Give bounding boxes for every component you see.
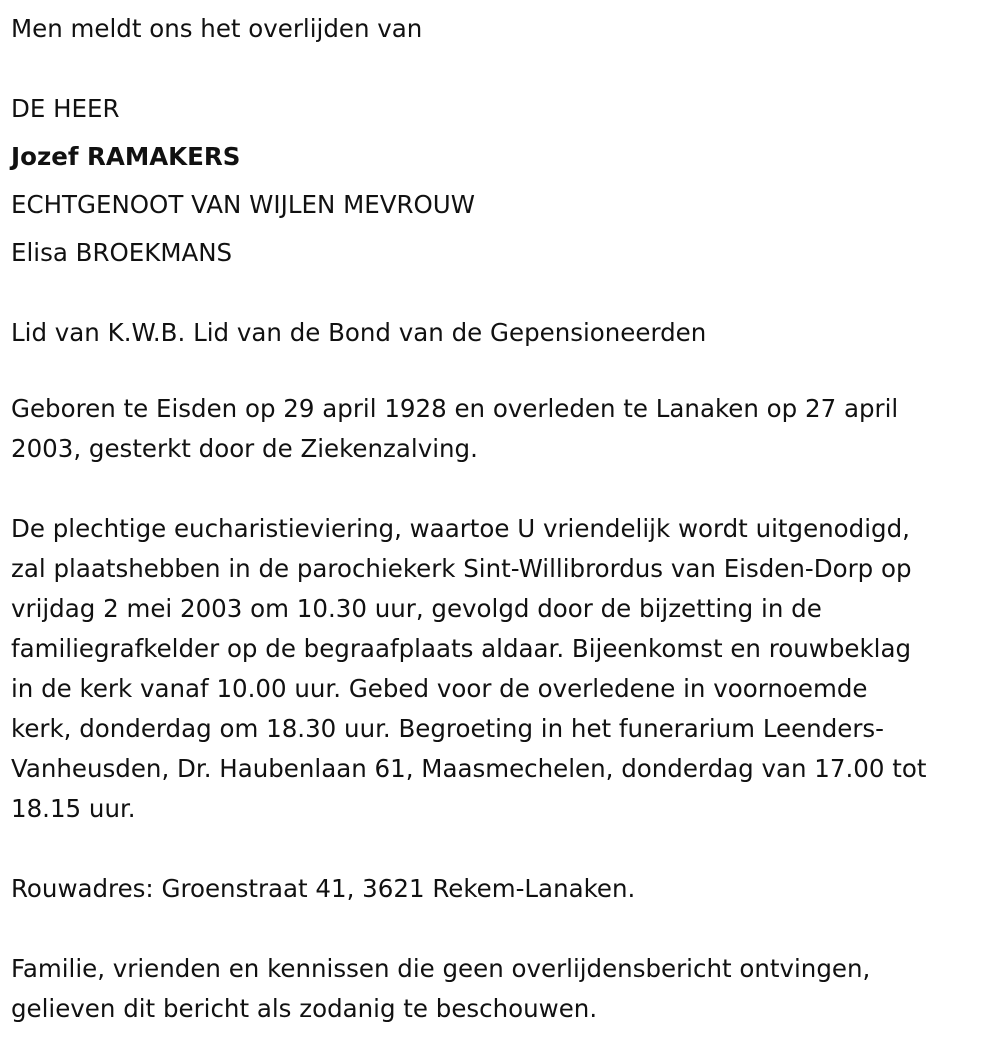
spouse-label: ECHTGENOOT VAN WIJLEN MEVROUW (11, 190, 475, 219)
paragraph-line: in de kerk vanaf 10.00 uur. Gebed voor de overledene in voornoemde (11, 674, 868, 703)
spouse-name: Elisa BROEKMANS (11, 238, 233, 267)
spacer (11, 469, 993, 509)
spacer (11, 909, 993, 949)
paragraph-line: zal plaatshebben in de parochiekerk Sint-Willibrordus van Eisden-Dorp op (11, 554, 912, 583)
mourning-address: Rouwadres: Groenstraat 41, 3621 Rekem-Lanaken. (11, 874, 636, 903)
paragraph-line: 2003, gesterkt door de Ziekenzalving. (11, 434, 478, 463)
spacer (11, 53, 993, 85)
paragraph-line: kerk, donderdag om 18.30 uur. Begroeting in het funerarium Leenders- (11, 714, 885, 743)
closing-paragraph (11, 949, 993, 1029)
spacer (11, 277, 993, 309)
paragraph-line: familiegrafkelder op de begraafplaats aldaar. Bijeenkomst en rouwbeklag (11, 634, 912, 663)
paragraph-line: gelieven dit bericht als zodanig te beschouwen. (11, 994, 598, 1023)
spacer (11, 357, 993, 389)
intro-line: Men meldt ons het overlijden van (11, 14, 423, 43)
obituary-notice (11, 5, 993, 1029)
paragraph-line: De plechtige eucharistieviering, waartoe U vriendelijk wordt uitgenodigd, (11, 514, 910, 543)
honorific: DE HEER (11, 94, 120, 123)
paragraph-line: 18.15 uur. (11, 794, 136, 823)
paragraph-line: Familie, vrienden en kennissen die geen overlijdensbericht ontvingen, (11, 954, 871, 983)
paragraph-line: Geboren te Eisden op 29 april 1928 en overleden te Lanaken op 27 april (11, 394, 899, 423)
ceremony-paragraph (11, 509, 993, 829)
deceased-name: Jozef RAMAKERS (11, 142, 241, 171)
memberships: Lid van K.W.B. Lid van de Bond van de Gepensioneerden (11, 318, 707, 347)
spacer (11, 829, 993, 869)
paragraph-line: Vanheusden, Dr. Haubenlaan 61, Maasmechelen, donderdag van 17.00 tot (11, 754, 927, 783)
birth-death-paragraph (11, 389, 993, 469)
paragraph-line: vrijdag 2 mei 2003 om 10.30 uur, gevolgd door de bijzetting in de (11, 594, 822, 623)
